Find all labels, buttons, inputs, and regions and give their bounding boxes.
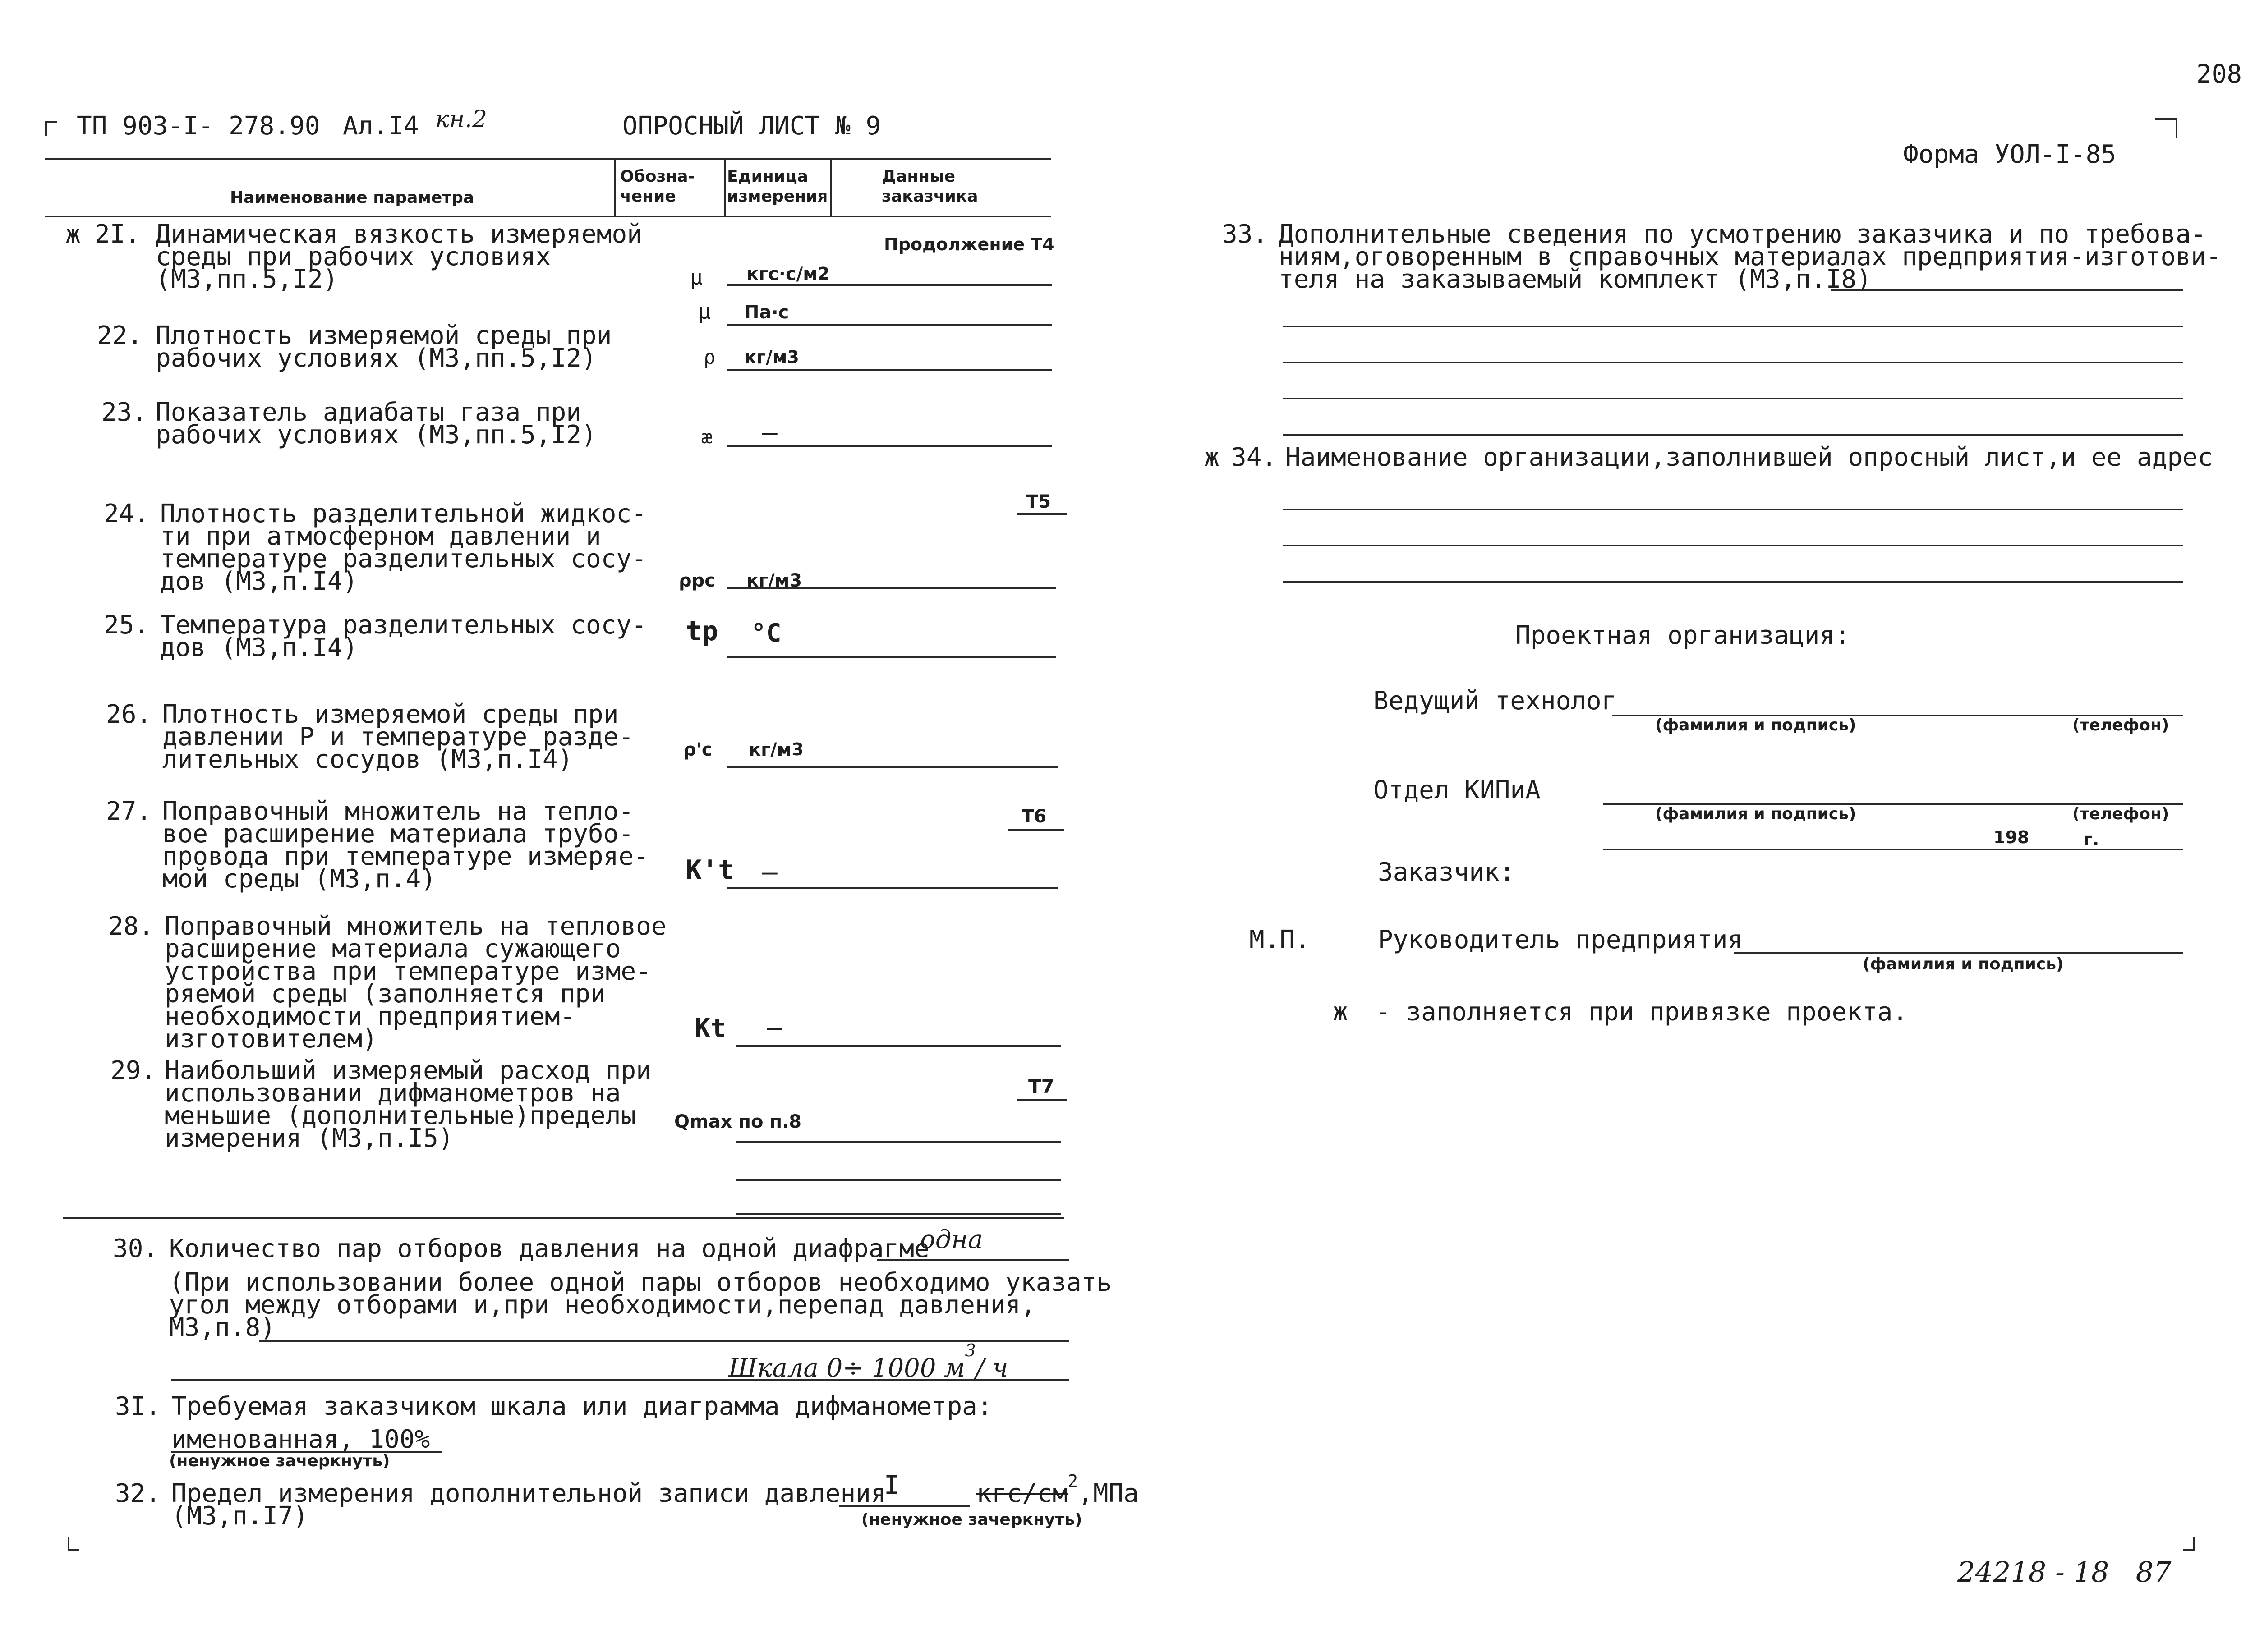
design-org-title: Проектная организация:	[1515, 621, 1850, 650]
data-line	[727, 766, 1058, 768]
item-text-26: Плотность измеряемой среды при давлении Р и температуре разде- лительных сосудов (М3,п.I4)	[162, 700, 634, 774]
continuation-label: Продолжение Т4	[884, 234, 1054, 254]
reference-underline	[1017, 1099, 1067, 1101]
pressure-taps-value: одна	[920, 1225, 983, 1254]
stamp-place-label: М.П.	[1249, 925, 1310, 954]
unit-kg-m3: кг/м3	[746, 570, 802, 591]
reference-underline	[1017, 513, 1067, 515]
data-line	[736, 1213, 1061, 1215]
phone-hint: (телефон)	[2072, 805, 2169, 823]
item-text-32: Предел измерения дополнительной записи давления	[171, 1479, 886, 1508]
column-header-symbol: Обозна- чение	[620, 167, 695, 206]
item-number-26: 26.	[106, 700, 152, 729]
item-number-32: 32.	[115, 1479, 161, 1508]
data-line	[727, 445, 1052, 447]
item-number-21: 2I.	[95, 220, 141, 249]
scale-value: Шкала 0÷ 1000 $м^3/$ ч	[728, 1340, 1008, 1383]
data-line	[1283, 581, 2183, 583]
item-text-21: Динамическая вязкость измеряемой среды при рабочих условиях (М3,пп.5,I2)	[156, 220, 642, 294]
footnote-text: - заполняется при привязке проекта.	[1376, 997, 1908, 1027]
data-line	[736, 1141, 1061, 1143]
item-number-24: 24.	[104, 499, 150, 528]
signature-line	[1734, 952, 2183, 954]
symbol-kt-prime: К't	[686, 854, 735, 886]
data-line	[1283, 509, 2183, 510]
data-line	[1283, 362, 2183, 363]
footnote-mark: ж	[1333, 997, 1348, 1027]
signature-line	[1603, 849, 2183, 850]
name-signature-hint: (фамилия и подпись)	[1655, 716, 1856, 734]
corner-mark-top-right	[2155, 118, 2177, 138]
item-number-22: 22.	[97, 321, 143, 350]
year-label: 198	[1993, 827, 2030, 847]
data-line	[259, 1340, 1069, 1342]
symbol-ae: æ	[701, 427, 713, 448]
column-divider	[614, 158, 616, 216]
unit-pa-s: Па·с	[744, 302, 789, 323]
data-line	[727, 324, 1052, 326]
form-code: Форма УОЛ-I-85	[1903, 140, 2117, 169]
corner-mark-top-left	[45, 121, 57, 136]
corner-mark-bottom-right	[2183, 1537, 2195, 1551]
column-divider	[724, 158, 726, 216]
data-line	[727, 284, 1052, 286]
stamp-number: 24218 - 18 87	[1957, 1556, 2172, 1588]
table-header-rule	[45, 216, 1051, 217]
column-header-name: Наименование параметра	[230, 188, 474, 207]
item-number-25: 25.	[104, 610, 150, 640]
sheet-number: Ал.I4	[343, 111, 419, 141]
symbol-qmax: Qmax по п.8	[674, 1111, 802, 1132]
item-number-30: 30.	[113, 1234, 159, 1263]
item-number-29: 29.	[110, 1056, 156, 1085]
data-line	[1283, 326, 2183, 327]
item-number-31: 3I.	[115, 1392, 161, 1421]
required-mark: ж	[1204, 443, 1220, 472]
symbol-rho: ρ	[704, 346, 716, 369]
unit-kg-m3: кг/м3	[749, 739, 804, 760]
required-mark: ж	[65, 220, 81, 249]
form-title: ОПРОСНЫЙ ЛИСТ № 9	[622, 111, 881, 141]
item-ref-32: (М3,п.I7)	[171, 1501, 308, 1531]
item-number-23: 23.	[101, 398, 147, 427]
reference-underline	[1008, 829, 1064, 831]
column-header-data: Данные заказчика	[882, 167, 978, 206]
strike-hint: (ненужное зачеркнуть)	[169, 1452, 390, 1470]
value-dash: –	[762, 418, 778, 447]
value-dash: –	[762, 858, 778, 887]
scale-type-value: именованная, 100%	[171, 1425, 430, 1454]
item-text-23: Показатель адиабаты газа при рабочих условиях (М3,пп.5,I2)	[156, 398, 597, 450]
data-line	[1283, 545, 2183, 546]
customer-label: Заказчик:	[1378, 858, 1515, 887]
item-text-31: Требуемая заказчиком шкала или диаграмма дифманометра:	[171, 1392, 993, 1421]
corner-mark-bottom-left	[68, 1537, 79, 1551]
column-header-unit: Единица измерения	[727, 167, 828, 206]
data-line	[1283, 434, 2183, 436]
item-number-33: 33.	[1222, 220, 1268, 249]
unit-kgf-s-m2: кгс·с/м2	[746, 264, 830, 285]
symbol-tr: tр	[686, 615, 718, 647]
item-number-28: 28.	[108, 912, 154, 941]
item-number-34: 34.	[1231, 443, 1277, 472]
director-label: Руководитель предприятия	[1378, 925, 1743, 954]
book-number: кн.2	[435, 106, 487, 133]
year-suffix: г.	[2084, 830, 2099, 849]
item-text-34: Наименование организации,заполнившей опросный лист,и ее адрес	[1285, 443, 2213, 472]
item-text-28: Поправочный множитель на тепловое расширение материала сужающего устройства при температуре изме- ряемой среды (заполняется при необходимости предприятием- изготовителем)	[165, 912, 667, 1054]
item-text-30: Количество пар отборов давления на одной диафрагме	[169, 1234, 930, 1263]
data-line	[1283, 398, 2183, 399]
item-text-33: Дополнительные сведения по усмотрению заказчика и по требова- ниям,оговоренным в справочных материалах предприятия-изготови- теля на заказываемый комплект (М3,п.I8)	[1279, 220, 2222, 294]
data-line	[1831, 289, 2183, 291]
symbol-mu: μ	[698, 299, 711, 324]
item-text-22: Плотность измеряемой среды при рабочих условиях (М3,пп.5,I2)	[156, 321, 612, 373]
unit-kg-m3: кг/м3	[744, 347, 799, 368]
data-line	[727, 587, 1056, 589]
reference-t5: Т5	[1026, 491, 1051, 512]
data-line	[727, 656, 1056, 658]
item-text-25: Температура разделительных сосу- дов (М3,п.I4)	[160, 610, 647, 662]
item-text-27: Поправочный множитель на тепло- вое расширение материала трубо- провода при температуре измеряе- мой среды (М3,п.4)	[162, 797, 649, 894]
project-code: ТП 903-I- 278.90	[77, 111, 320, 141]
lead-technologist-label: Ведущий технолог	[1373, 686, 1617, 716]
symbol-kt: Кt	[695, 1013, 726, 1043]
name-signature-hint: (фамилия и подпись)	[1655, 805, 1856, 823]
item-number-27: 27.	[106, 797, 152, 826]
item-text-24: Плотность разделительной жидкос- ти при атмосферном давлении и температуре разделительных сосу- дов (М3,п.I4)	[160, 499, 647, 596]
phone-hint: (телефон)	[2072, 716, 2169, 734]
data-line	[877, 1259, 1069, 1261]
reference-t6: Т6	[1022, 806, 1047, 827]
page-number: 208	[2196, 60, 2242, 89]
data-line	[736, 1045, 1061, 1047]
value-dash: –	[767, 1013, 782, 1042]
symbol-rho-prime: ρ'с	[683, 739, 713, 760]
data-line	[727, 887, 1058, 889]
symbol-mu: μ	[690, 265, 703, 289]
data-line	[839, 1505, 970, 1507]
reference-t7: Т7	[1028, 1075, 1054, 1097]
symbol-rho-rs: ρрс	[679, 570, 715, 591]
data-line	[736, 1179, 1061, 1181]
item-note-30: (При использовании более одной пары отборов необходимо указать угол между отборами и,при необходимости,перепад давления, М3,п.8)	[169, 1268, 1112, 1342]
instrumentation-dept-label: Отдел КИПиА	[1373, 776, 1541, 805]
item-text-29: Наибольший измеряемый расход при использовании дифманометров на меньшие (дополнительные)пределы измерения (М3,п.I5)	[165, 1056, 651, 1153]
strike-hint: (ненужное зачеркнуть)	[861, 1510, 1082, 1529]
table-top-rule	[45, 158, 1051, 160]
name-signature-hint: (фамилия и подпись)	[1863, 955, 2064, 973]
pressure-limit-value: I	[884, 1471, 899, 1500]
data-line	[727, 369, 1052, 371]
column-divider	[830, 158, 832, 216]
unit-celsius: °C	[751, 619, 782, 648]
section-divider	[63, 1217, 1064, 1219]
pressure-unit: кгс/$см^2,МПа$	[976, 1471, 1139, 1508]
